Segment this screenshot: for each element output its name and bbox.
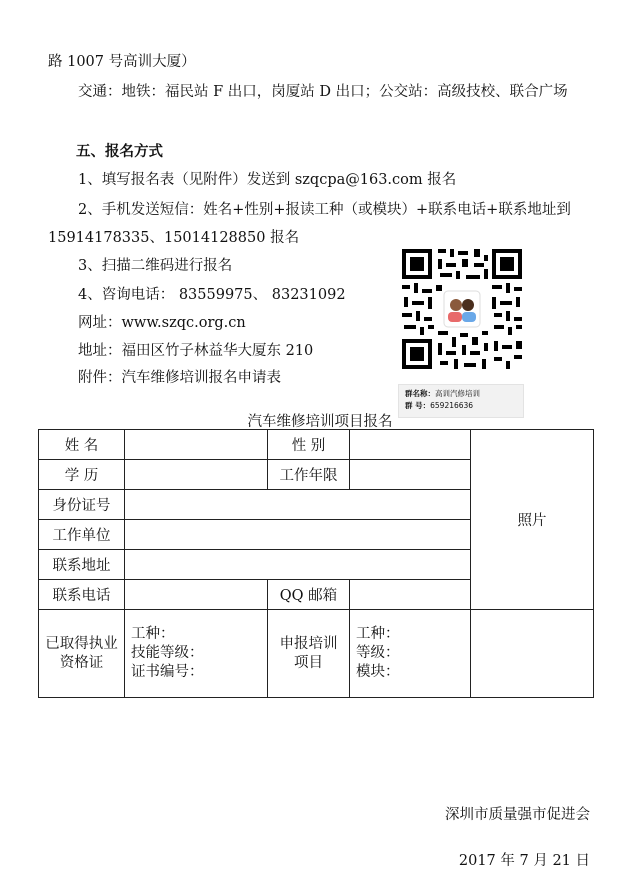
name-field[interactable] <box>125 430 268 460</box>
qr-code <box>398 245 526 373</box>
address-tail: 路 1007 号高训大厦） <box>48 54 196 70</box>
work-years-label: 工作年限 <box>268 460 350 490</box>
qq-email-label: QQ 邮箱 <box>268 580 350 610</box>
education-label: 学 历 <box>39 460 125 490</box>
employer-field[interactable] <box>125 520 471 550</box>
qr-code-graphic <box>398 245 526 373</box>
group-name-label: 群名称： <box>405 389 435 398</box>
gender-field[interactable] <box>350 430 471 460</box>
form-caption: 汽车维修培训项目报名 <box>247 414 393 430</box>
registration-form-table <box>38 429 594 698</box>
employer-label: 工作单位 <box>39 520 125 550</box>
contact-address-field[interactable] <box>125 550 471 580</box>
contact-address-label: 联系地址 <box>39 550 125 580</box>
item-1: 1、填写报名表（见附件）发送到 szqcpa@163.com 报名 <box>78 172 457 188</box>
item-3: 3、扫描二维码进行报名 <box>78 258 233 274</box>
gender-label: 性 别 <box>268 430 350 460</box>
id-no-field[interactable] <box>125 490 471 520</box>
apply-level-label: 等级： <box>356 645 400 661</box>
apply-type-label: 工种： <box>356 626 400 642</box>
transport-line: 交通：地铁：福民站 F 出口，岗厦站 D 出口；公交站：高级技校、联合广场 <box>78 84 568 100</box>
name-label: 姓 名 <box>39 430 125 460</box>
item-4: 4、咨询电话： 83559975、 83231092 <box>78 287 346 303</box>
item-2-line-2: 15914178335、15014128850 报名 <box>48 230 300 246</box>
apply-field[interactable] <box>350 610 471 698</box>
signature: 深圳市质量强市促进会 <box>445 807 590 823</box>
phone-field[interactable] <box>125 580 268 610</box>
group-no: 659216636 <box>430 401 474 410</box>
cert-level-label: 技能等级： <box>131 645 204 661</box>
apply-module-label: 模块： <box>356 664 400 680</box>
group-name: 高训汽修培训 <box>435 389 480 398</box>
id-no-label: 身份证号 <box>39 490 125 520</box>
empty-cell <box>471 610 594 698</box>
phone-label: 联系电话 <box>39 580 125 610</box>
website-line: 网址：www.szqc.org.cn <box>78 315 246 331</box>
cert-no-label: 证书编号： <box>131 664 204 680</box>
photo-label: 照片 <box>517 513 547 529</box>
group-no-label: 群 号： <box>405 401 431 410</box>
attachment-line: 附件：汽车维修培训报名申请表 <box>78 370 281 386</box>
cert-label: 已取得执业资格证 <box>39 610 125 698</box>
address-line: 地址：福田区竹子林益华大厦东 210 <box>78 343 314 359</box>
apply-label: 申报培训项目 <box>268 610 350 698</box>
education-field[interactable] <box>125 460 268 490</box>
section-title: 五、报名方式 <box>76 143 163 160</box>
qq-email-field[interactable] <box>350 580 471 610</box>
work-years-field[interactable] <box>350 460 471 490</box>
photo-cell[interactable] <box>471 430 594 610</box>
item-2-line-1: 2、手机发送短信：姓名+性别+报读工种（或模块）+联系电话+联系地址到 <box>78 202 571 218</box>
cert-field[interactable] <box>125 610 268 698</box>
cert-type-label: 工种： <box>131 626 175 642</box>
date: 2017 年 7 月 21 日 <box>458 853 590 869</box>
